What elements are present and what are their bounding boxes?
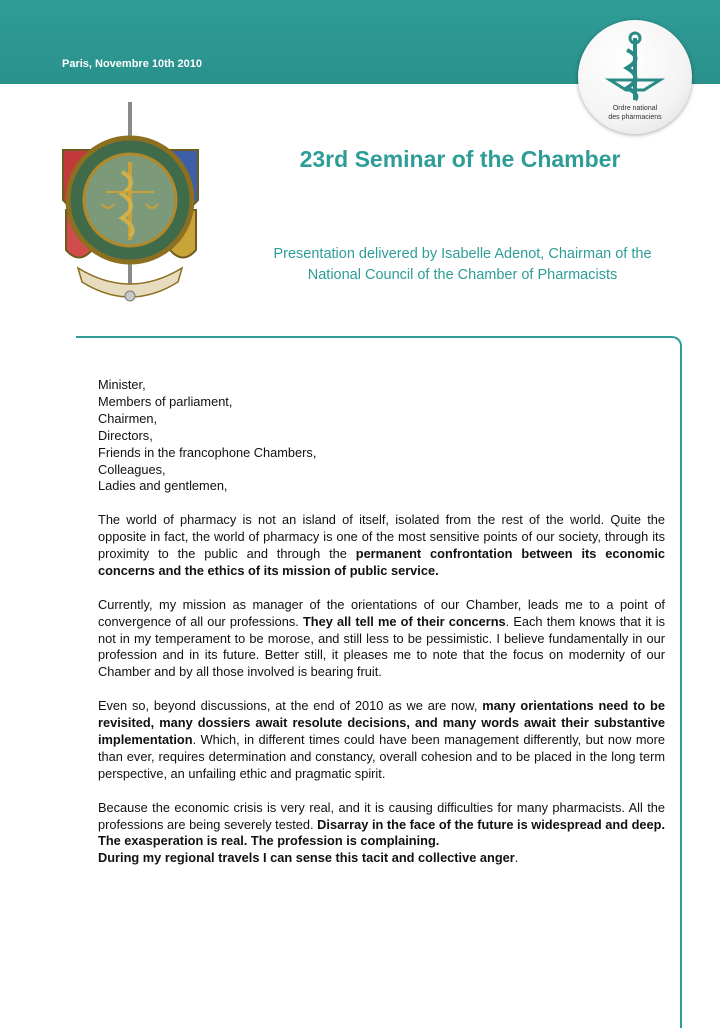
letter-body — [98, 377, 665, 867]
body-paragraph — [98, 800, 665, 851]
ordre-logo — [578, 20, 692, 134]
emphasis-text: They all tell me of their concerns — [302, 613, 506, 629]
body-paragraph — [98, 698, 665, 783]
coat-of-arms-icon — [58, 100, 208, 310]
logo-text-line2: des pharmaciens — [608, 114, 662, 121]
salutation-line: Members of parliament, — [98, 393, 233, 409]
salutation-line: Minister, — [98, 377, 146, 392]
header-date: Paris, Novembre 10th 2010 — [62, 58, 203, 70]
body-paragraph — [98, 597, 665, 682]
paragraph-text: . Each them knows that it is not in my temperament to be morose, and still less to be pessimistic. I believe fundamentally in our profession and in its future. Better still, it pleases me to note that the focus on modernity of our Chamber and by all those involved is bearing fruit. — [98, 613, 665, 680]
paragraph-text: Currently, my mission as manager of the orientations of our Chamber, leads me to a point of convergence of all our professions. — [98, 596, 665, 629]
emphasis-text: permanent confrontation between its economic concerns and the ethics of its mission of public service. — [98, 546, 665, 578]
page-subtitle: Presentation delivered by Isabelle Adenot, Chairman of the National Council of the Chamber of Pharmacists — [273, 246, 652, 283]
paragraph-text: . — [514, 850, 519, 866]
paragraph-text: . Which, in different times could have been management differently, but now more than ever, requires determination and constancy, overall cohesion and to be placed in the long term perspective, an unfailing ethic and pragmatic spirit. — [98, 731, 665, 781]
paragraph-list — [98, 512, 665, 867]
salutation-line: Directors, — [98, 427, 153, 443]
salutation-line: Ladies and gentlemen, — [98, 478, 228, 494]
caduceus-icon — [600, 30, 670, 110]
salutation-list — [98, 377, 665, 495]
body-paragraph — [98, 512, 665, 580]
emphasis-text: many orientations need to be revisited, many dossiers await resolute decisions, and many words await their substantive implementation — [98, 698, 665, 747]
paragraph-text: The world of pharmacy is not an island of itself, isolated from the rest of the world. Quite the opposite in fact, the world of pharmacy is one of the most sensitive points of our society, through its proximity to the public and through the — [98, 512, 665, 562]
paragraph-text: Because the economic crisis is very real, and it is causing difficulties for many pharmacists. All the professions are being severely tested. — [98, 799, 665, 832]
salutation-line: Friends in the francophone Chambers, — [98, 444, 317, 460]
paragraph-text: Even so, beyond discussions, at the end of 2010 as we are now, — [98, 698, 483, 714]
emphasis-text: During my regional travels I can sense this tacit and collective anger — [98, 850, 515, 866]
salutation-line: Chairmen, — [98, 410, 158, 426]
page-title: 23rd Seminar of the Chamber — [299, 146, 621, 172]
body-paragraph — [98, 850, 665, 867]
emphasis-text: Disarray in the face of the future is widespread and deep. The exasperation is real. The profession is complaining. — [98, 816, 666, 849]
logo-text-line1: Ordre national — [612, 105, 658, 112]
salutation-line: Colleagues, — [98, 461, 166, 477]
